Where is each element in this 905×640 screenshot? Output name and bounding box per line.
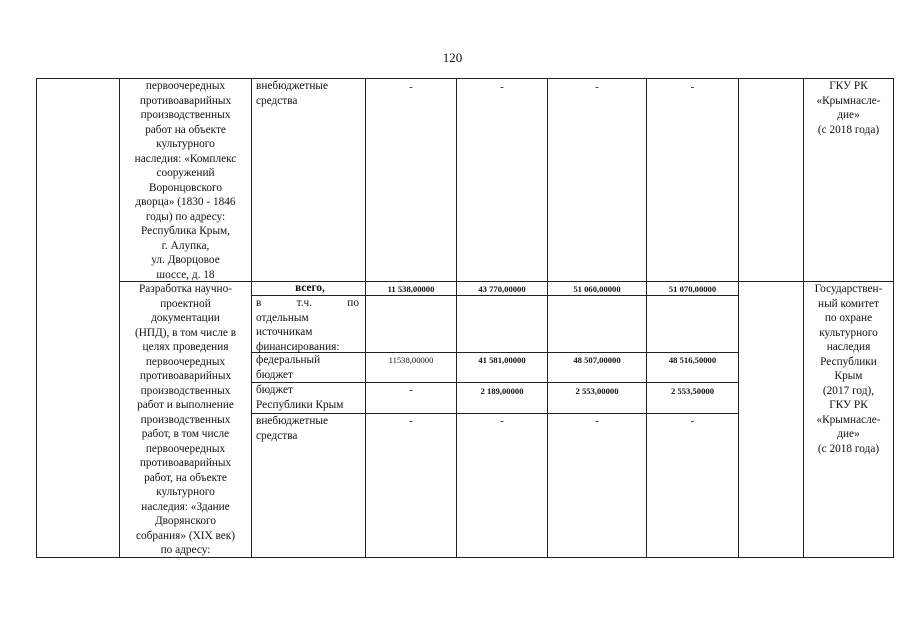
breakdown-first-line xyxy=(256,296,359,311)
block1-value-1: - xyxy=(409,81,413,93)
source-line: Республики Крым xyxy=(256,398,344,411)
executor-line: ный комитет xyxy=(818,297,879,310)
column-divider xyxy=(547,78,548,557)
executor-line: (с 2018 года) xyxy=(817,442,880,455)
total-value-3: 51 060,00000 xyxy=(573,284,621,294)
column-divider xyxy=(365,78,366,557)
description-line: противоаварийных xyxy=(139,457,232,469)
description-line: сооружений xyxy=(156,167,215,179)
description-line: наследия: «Комплекс xyxy=(134,152,237,165)
source-line: отдельным xyxy=(256,311,309,324)
row-regional-label xyxy=(256,383,366,412)
description-line: работ и выполнение xyxy=(137,399,234,411)
row-federal-label xyxy=(256,353,364,382)
source-line: средства xyxy=(256,429,298,442)
total-value-1: 11 538,00000 xyxy=(387,284,435,294)
regional-value-2: 2 189,00000 xyxy=(480,386,524,396)
breakdown-word: т.ч. xyxy=(296,297,313,309)
description-line: целях проведения xyxy=(142,341,229,353)
executor-line: ГКУ РК xyxy=(829,80,868,92)
description-line: первоочередных xyxy=(145,442,226,455)
source-line: бюджет xyxy=(256,368,293,381)
description-line: производственных xyxy=(140,413,231,426)
description-line: первоочередных xyxy=(145,355,226,368)
column-divider xyxy=(646,78,647,557)
source-line: финансирования: xyxy=(256,340,340,353)
table-border-left xyxy=(36,78,37,557)
block1-value-4: - xyxy=(690,81,695,93)
executor-line: ГКУ РК xyxy=(829,399,868,411)
description-line: работ на объекте xyxy=(145,123,226,136)
executor-line: культурного xyxy=(819,326,878,339)
executor-line: по охране xyxy=(824,312,873,324)
executor-line: «Крымнасле- xyxy=(816,94,881,107)
executor-line: (с 2018 года) xyxy=(817,123,880,136)
description-line: годы) по адресу: xyxy=(145,210,226,223)
row-extrabudget-label xyxy=(256,414,364,443)
description-line: Республика Крым, xyxy=(140,225,231,237)
executor-line: (2017 год), xyxy=(822,384,875,397)
source-line: федеральный xyxy=(256,354,321,366)
extrabudget-value-3: - xyxy=(595,415,599,427)
block2-description xyxy=(120,282,251,558)
executor-line: Государствен- xyxy=(814,283,883,295)
description-line: документации xyxy=(151,312,220,324)
total-value-4: 51 070,00000 xyxy=(668,284,717,294)
description-line: Дворянского xyxy=(154,515,217,527)
column-divider xyxy=(251,78,252,557)
federal-value-4: 48 516,50000 xyxy=(668,355,717,365)
block1-value-3: - xyxy=(595,81,599,93)
description-line: дворца» (1830 - 1846 xyxy=(135,196,236,208)
source-line: внебюджетные xyxy=(256,80,329,92)
breakdown-word: по xyxy=(347,297,359,309)
description-line: производственных xyxy=(140,109,231,121)
executor-line: наследия xyxy=(826,341,871,353)
executor-line: Крым xyxy=(834,370,863,382)
page-number: 120 xyxy=(442,50,463,65)
block1-executor xyxy=(804,79,893,137)
description-line: работ, на объекте xyxy=(144,471,227,484)
block1-description xyxy=(120,79,251,282)
description-line: г. Алупка, xyxy=(161,239,210,252)
description-line: культурного xyxy=(156,138,215,150)
source-line: источникам xyxy=(256,326,313,338)
description-line: противоаварийных xyxy=(139,370,232,382)
extrabudget-value-4: - xyxy=(690,415,695,427)
federal-value-3: 48 507,00000 xyxy=(573,355,621,365)
description-line: шоссе, д. 18 xyxy=(156,268,215,281)
block2-executor xyxy=(804,282,893,456)
description-line: (НПД), в том числе в xyxy=(134,326,237,339)
table-border-right xyxy=(893,78,894,557)
description-line: наследия: «Здание xyxy=(141,500,230,513)
description-line: работ, в том числе xyxy=(141,428,230,440)
description-line: культурного xyxy=(156,486,215,498)
block1-source xyxy=(256,79,364,108)
source-line: бюджет xyxy=(256,384,293,396)
description-line: противоаварийных xyxy=(139,94,232,107)
federal-value-2: 41 581,00000 xyxy=(478,355,526,365)
regional-value-1: - xyxy=(409,384,413,396)
description-line: Воронцовского xyxy=(148,181,223,194)
federal-value-1: 11538,00000 xyxy=(388,355,434,365)
description-line: первоочередных xyxy=(145,80,226,92)
extrabudget-value-2: - xyxy=(500,415,504,427)
description-line: проектной xyxy=(160,297,211,310)
description-line: собрания» (XIX век) xyxy=(135,529,236,542)
executor-line: дие» xyxy=(837,109,860,121)
executor-line: «Крымнасле- xyxy=(816,413,881,426)
row-total-label: всего, xyxy=(295,282,325,294)
breakdown-word: в xyxy=(256,297,262,309)
block1-value-2: - xyxy=(500,81,504,93)
executor-line: дие» xyxy=(837,428,860,440)
description-line: ул. Дворцовое xyxy=(151,254,220,266)
source-line: внебюджетные xyxy=(256,415,329,427)
regional-value-3: 2 553,00000 xyxy=(575,386,619,396)
column-divider xyxy=(456,78,457,557)
description-line: по адресу: xyxy=(160,544,211,556)
regional-value-4: 2 553,50000 xyxy=(671,386,714,396)
extrabudget-value-1: - xyxy=(409,415,413,427)
source-line: средства xyxy=(256,94,298,107)
description-line: производственных xyxy=(140,384,231,397)
description-line: Разработка научно- xyxy=(138,283,233,295)
executor-line: Республики xyxy=(820,355,877,368)
column-divider xyxy=(738,78,739,557)
row-breakdown-label xyxy=(256,296,359,354)
total-value-2: 43 770,00000 xyxy=(478,284,526,294)
